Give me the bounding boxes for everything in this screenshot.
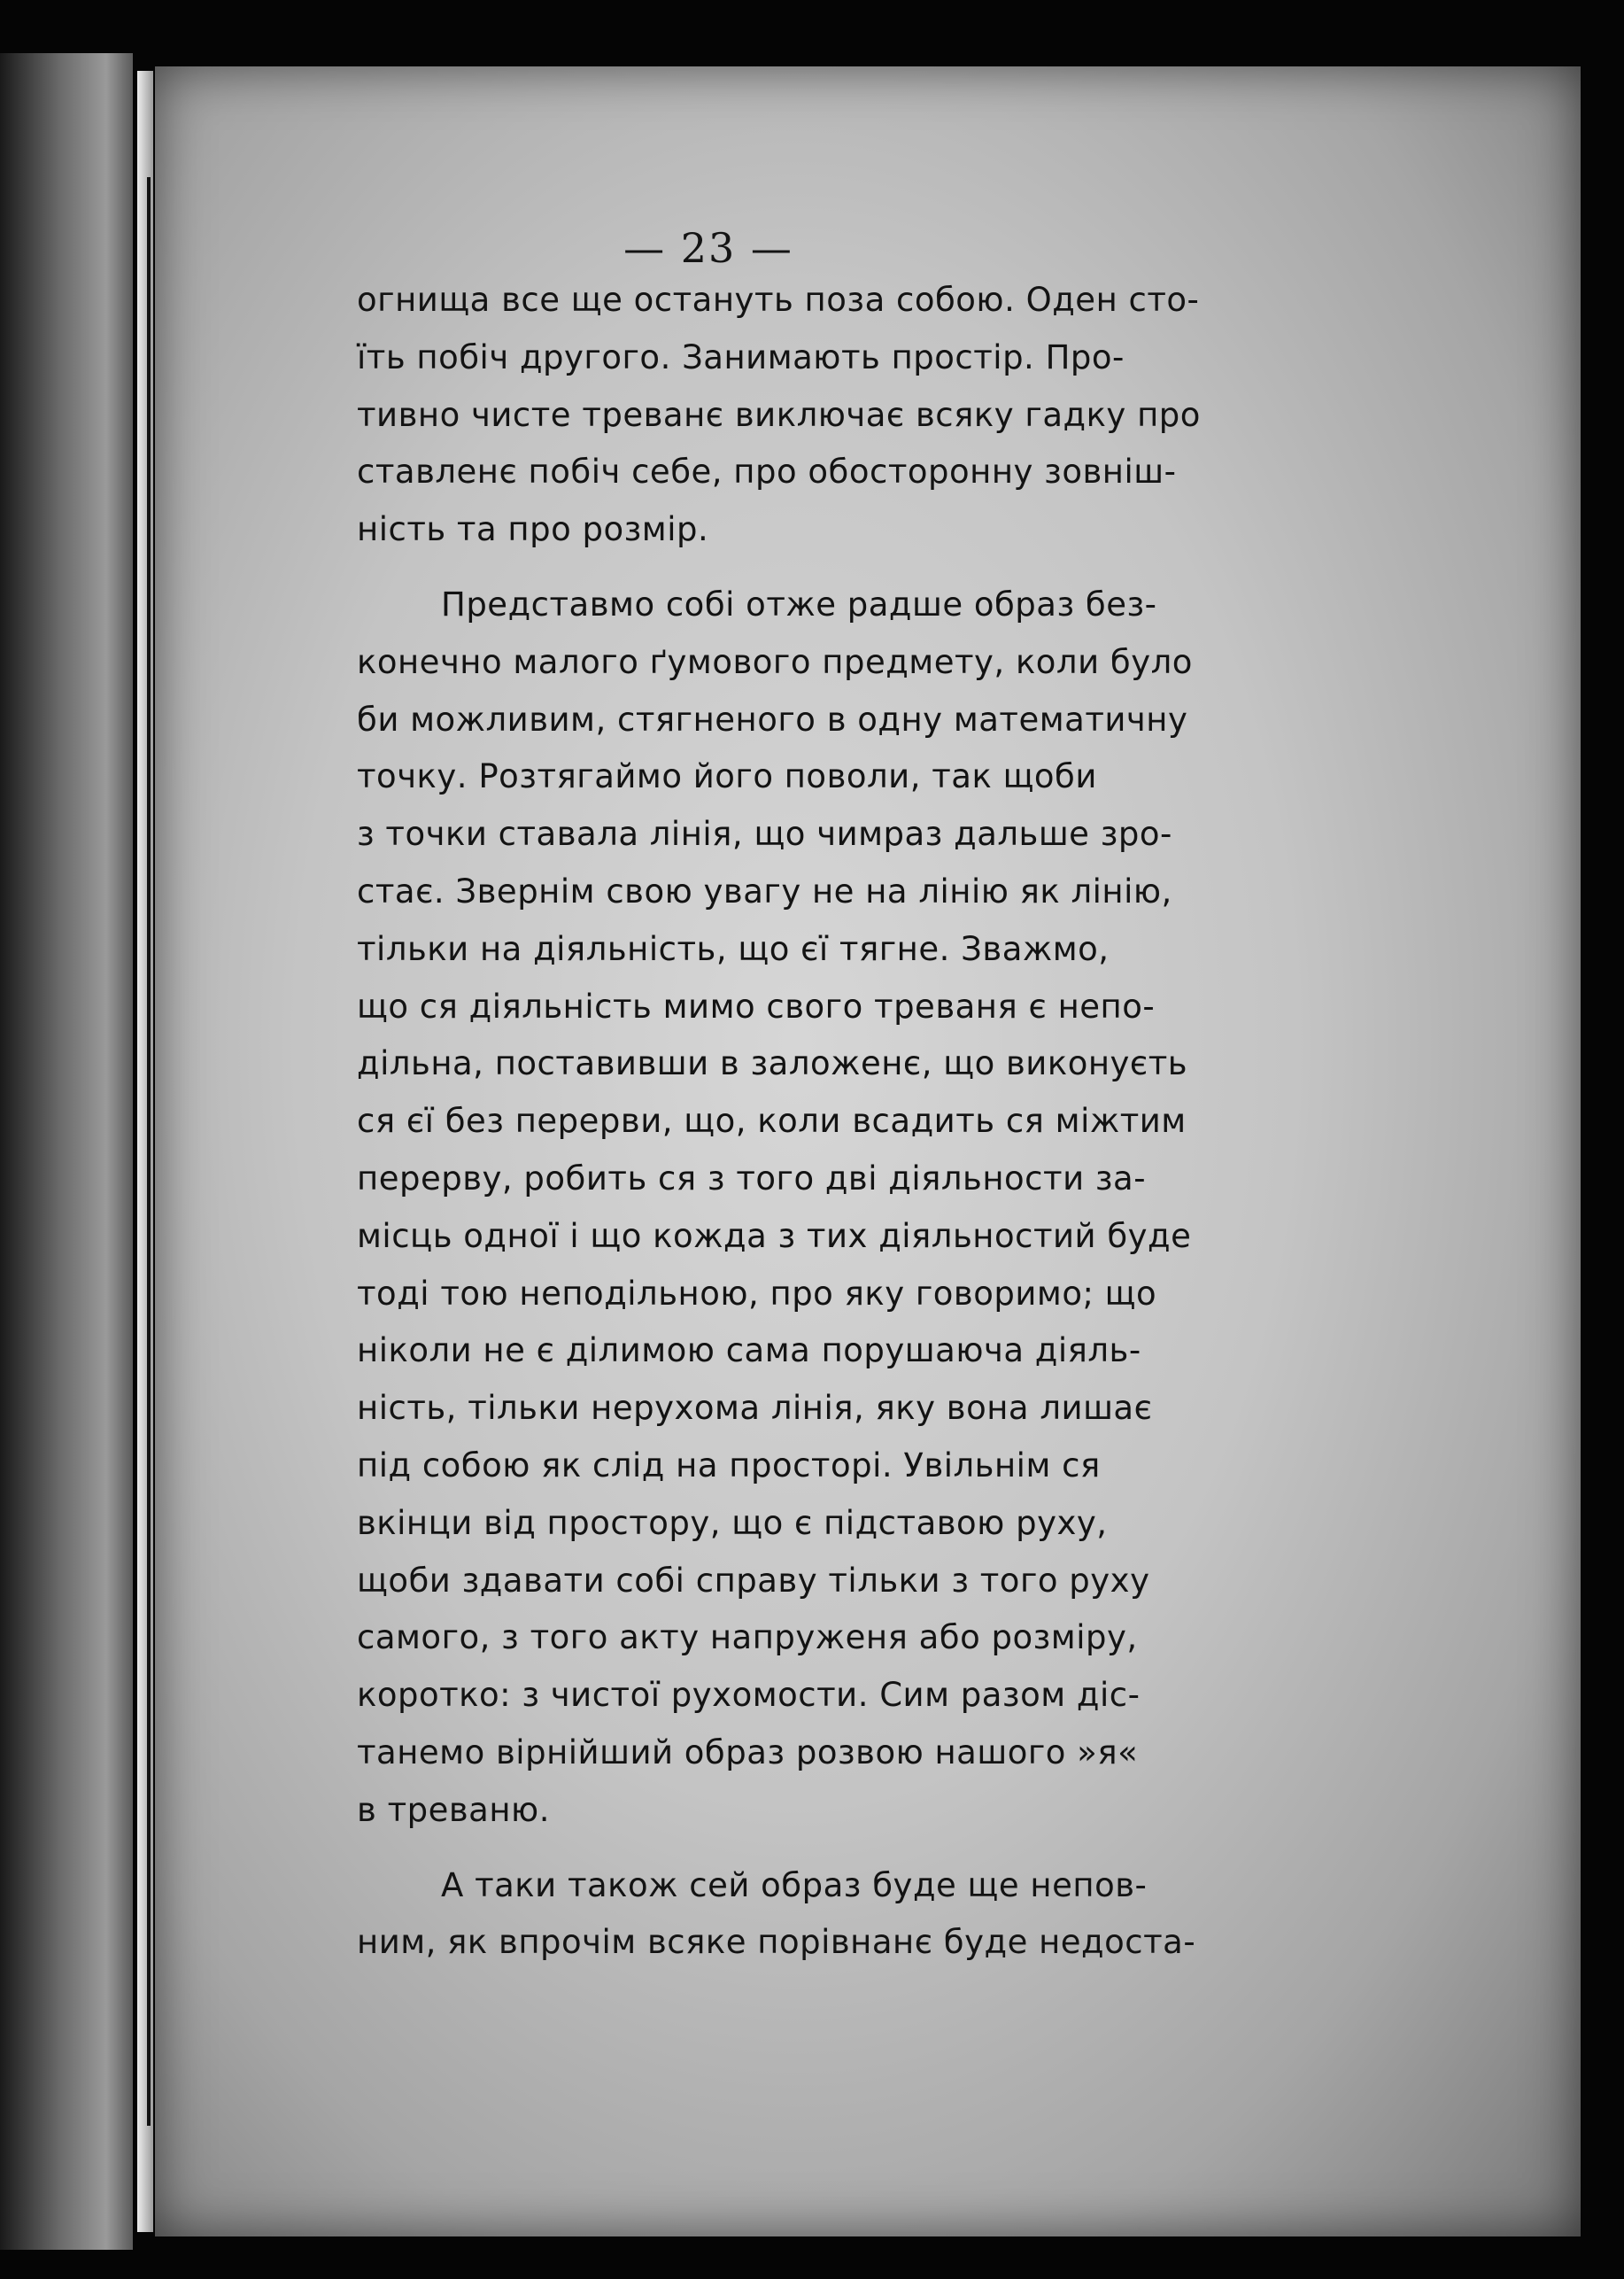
text-line: щоби здавати собі справу тільки з того руху bbox=[357, 1561, 1150, 1600]
text-line: в треваню. bbox=[357, 1790, 550, 1829]
text-line: тоді тою неподільною, про яку говоримо; що bbox=[357, 1274, 1157, 1313]
text-line: що ся діяльність мимо свого треваня є непо- bbox=[357, 987, 1156, 1026]
text-line: самого, з того акту напруженя або розміру, bbox=[357, 1618, 1138, 1657]
text-line bbox=[357, 1857, 1148, 1915]
text-line: їть побіч другого. Занимають простір. Про- bbox=[357, 337, 1125, 376]
text-line: ність, тільки нерухома лінія, яку вона лишає bbox=[357, 1389, 1153, 1428]
text-line: ним, як впрочім всяке порівнанє буде недоста- bbox=[357, 1923, 1196, 1962]
text-line: вкінци від простору, що є підставою руху, bbox=[357, 1503, 1108, 1542]
paragraph-3 bbox=[357, 1857, 1196, 1973]
paragraph-gap bbox=[357, 559, 1008, 577]
text-line: ність та про розмір. bbox=[357, 510, 709, 549]
page-edge-highlight bbox=[137, 71, 153, 2232]
text-line: би можливим, стягненого в одну математичну bbox=[357, 700, 1188, 739]
page-number: — 23 — bbox=[623, 224, 793, 272]
text-line: тільки на діяльність, що єї тягне. Зважмо, bbox=[357, 929, 1110, 968]
text-line: перерву, робить ся з того дві діяльности за- bbox=[357, 1159, 1147, 1198]
paragraph-gap bbox=[357, 1840, 1008, 1857]
text-line: місць одної і що кожда з тих діяльностий буде bbox=[357, 1216, 1192, 1255]
text-line: конечно малого ґумового предмету, коли було bbox=[357, 642, 1193, 681]
text-line: дільна, поставивши в заложенє, що виконуєть bbox=[357, 1044, 1188, 1083]
text-line: стає. Звернім свою увагу не на лінію як лінію, bbox=[357, 872, 1172, 911]
text-line: з точки ставала лінія, що чимраз дальше зро- bbox=[357, 815, 1172, 854]
text-line-content: Представмо собі отже радше образ без- bbox=[441, 585, 1157, 624]
text-line bbox=[357, 577, 1157, 634]
paragraph-1 bbox=[357, 272, 1201, 559]
text-line: ніколи не є ділимою сама порушаюча діяль- bbox=[357, 1331, 1141, 1370]
text-line: тивно чисте треванє виключає всяку гадку про bbox=[357, 395, 1201, 434]
book-spine-line bbox=[147, 177, 151, 2126]
text-line: під собою як слід на просторі. Увільнім ся bbox=[357, 1446, 1101, 1484]
body-text bbox=[357, 272, 1201, 1972]
text-line: коротко: з чистої рухомости. Сим разом діс- bbox=[357, 1676, 1141, 1715]
book-page bbox=[155, 66, 1581, 2236]
text-line: ставленє побіч себе, про обосторонну зовніш- bbox=[357, 453, 1177, 492]
text-line: точку. Розтягаймо його поволи, так щоби bbox=[357, 757, 1097, 796]
previous-page-edge bbox=[0, 53, 133, 2250]
text-line: ся єї без перерви, що, коли всадить ся міжтим bbox=[357, 1102, 1187, 1141]
paragraph-2 bbox=[357, 577, 1193, 1840]
text-line: огнища все ще остануть поза собою. Оден сто- bbox=[357, 281, 1200, 319]
text-line: танемо вірнійший образ розвою нашого »я« bbox=[357, 1733, 1139, 1771]
text-line-content: А таки також сей образ буде ще непов- bbox=[441, 1865, 1148, 1904]
